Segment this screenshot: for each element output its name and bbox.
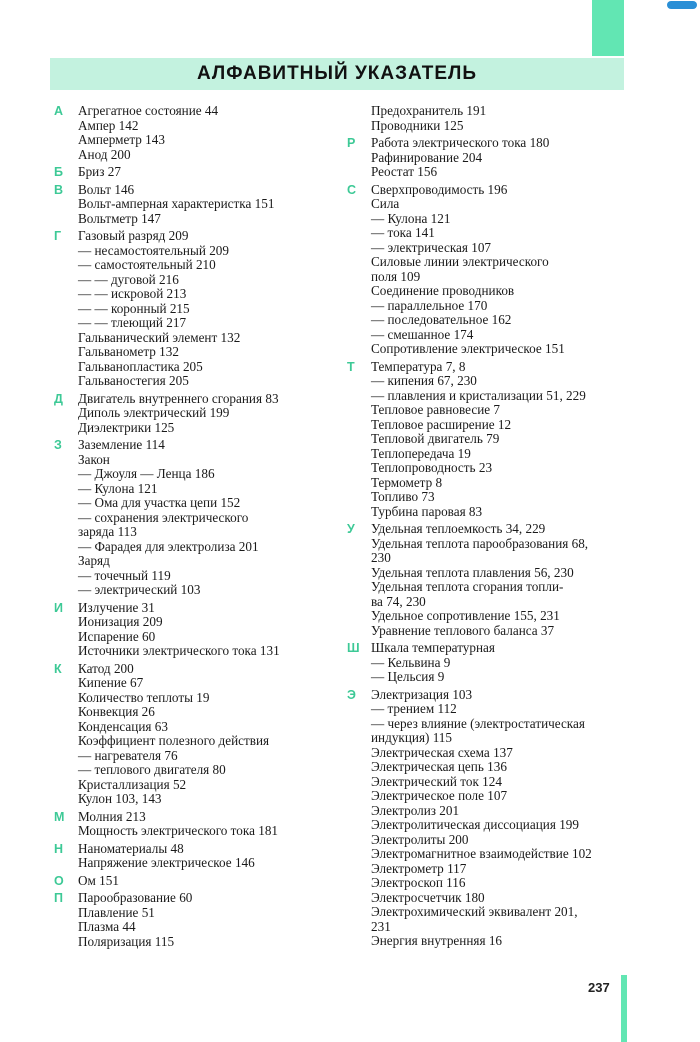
publisher-logo-icon bbox=[667, 1, 697, 9]
index-entry: Теплопередача 19 bbox=[371, 445, 471, 461]
index-entry: Электрический ток 124 bbox=[371, 773, 502, 789]
index-letter bbox=[347, 104, 371, 133]
index-entry: Наноматериалы 48 bbox=[78, 840, 184, 856]
index-entry: — нагревателя 76 bbox=[78, 747, 178, 763]
index-letter: М bbox=[54, 809, 65, 824]
index-entry: Электромагнитное взаимодействие 102 bbox=[371, 846, 592, 861]
index-entry: — теплового двигателя 80 bbox=[78, 762, 226, 777]
index-entry: Уравнение теплового баланса 37 bbox=[371, 622, 555, 638]
index-entry: Газовый разряд 209 bbox=[78, 228, 189, 243]
index-entry: Ионизация 209 bbox=[78, 614, 163, 629]
index-entry: Катод 200 bbox=[78, 660, 134, 676]
index-entry: Электрометр 117 bbox=[371, 860, 467, 876]
index-group bbox=[347, 522, 637, 638]
index-entry: Закон bbox=[78, 451, 110, 467]
index-entry: Вольтметр 147 bbox=[78, 210, 161, 226]
index-entry: — трением 112 bbox=[371, 701, 457, 716]
index-group bbox=[54, 438, 354, 598]
index-entry: Сила bbox=[371, 196, 400, 211]
index-letter: С bbox=[347, 182, 357, 197]
index-entries bbox=[78, 392, 354, 436]
index-entry: Тепловое равновесие 7 bbox=[371, 402, 500, 417]
index-entry: Проводники 125 bbox=[371, 117, 464, 133]
index-entry: Молния 213 bbox=[78, 808, 146, 824]
index-entry: Топливо 73 bbox=[371, 489, 435, 504]
index-entry: — несамостоятельный 209 bbox=[78, 242, 229, 258]
index-entry: Ом 151 bbox=[78, 872, 119, 888]
index-entries bbox=[78, 601, 354, 659]
index-letter: К bbox=[54, 661, 62, 676]
index-entry: Кристаллизация 52 bbox=[78, 776, 187, 792]
index-entry: — — дуговой 216 bbox=[78, 271, 179, 287]
index-entry: Удельная теплота парообразования 68, bbox=[371, 535, 589, 551]
index-group bbox=[347, 136, 637, 180]
index-entry: Сопротивление электрическое 151 bbox=[371, 341, 565, 356]
index-entry: Ампер 142 bbox=[78, 117, 139, 133]
index-entry: Источники электрического тока 131 bbox=[78, 643, 280, 658]
index-entry: Удельная теплота сгорания топли- bbox=[371, 579, 564, 594]
index-entry: Работа электрического тока 180 bbox=[371, 135, 550, 150]
index-entry: Испарение 60 bbox=[78, 628, 156, 644]
index-entry: Вольт-амперная характеристка 151 bbox=[78, 196, 275, 211]
index-entry: Гальваностегия 205 bbox=[78, 373, 189, 388]
index-entry: — смешанное 174 bbox=[371, 326, 474, 342]
index-entry: — Кулона 121 bbox=[371, 210, 451, 226]
index-entry: Энергия внутренняя 16 bbox=[371, 933, 503, 948]
index-entry: — параллельное 170 bbox=[371, 297, 488, 313]
index-entry: поля 109 bbox=[371, 268, 421, 284]
index-group bbox=[54, 165, 354, 180]
index-entries bbox=[371, 183, 637, 357]
index-entry: Удельная теплоемкость 34, 229 bbox=[371, 521, 546, 536]
index-group bbox=[347, 183, 637, 357]
index-entry: Сверхпроводимость 196 bbox=[371, 181, 508, 197]
index-letter: Г bbox=[54, 229, 62, 243]
index-entry: Мощность электрического тока 181 bbox=[78, 823, 279, 838]
index-entries bbox=[78, 183, 354, 227]
index-entry: Турбина паровая 83 bbox=[371, 503, 483, 519]
index-entry: — самостоятельный 210 bbox=[78, 257, 216, 272]
page-number: 237 bbox=[588, 980, 610, 995]
index-entry: Электрическое поле 107 bbox=[371, 788, 508, 803]
index-letter: И bbox=[54, 600, 63, 615]
index-group bbox=[54, 392, 354, 436]
index-entry: — — коронный 215 bbox=[78, 300, 190, 316]
index-entry: Тепловое расширение 12 bbox=[371, 416, 512, 432]
index-entry: — тока 141 bbox=[371, 225, 435, 240]
index-letter: Б bbox=[54, 165, 63, 179]
index-entry: Диэлектрики 125 bbox=[78, 419, 175, 435]
index-entry: — Кулона 121 bbox=[78, 480, 158, 496]
index-entry: — Джоуля — Ленца 186 bbox=[78, 466, 215, 481]
index-letter: Ш bbox=[347, 641, 360, 655]
index-entry: Гальванометр 132 bbox=[78, 344, 179, 359]
index-entry: 231 bbox=[371, 918, 391, 934]
index-entry: Электрическая цепь 136 bbox=[371, 759, 507, 774]
right-column bbox=[347, 104, 637, 952]
index-entry: Реостат 156 bbox=[371, 164, 438, 179]
index-entry: — плавления и кристализации 51, 229 bbox=[371, 387, 586, 403]
page-title: АЛФАВИТНЫЙ УКАЗАТЕЛЬ bbox=[196, 63, 478, 84]
index-entry: индукция) 115 bbox=[371, 730, 452, 745]
index-group bbox=[54, 104, 354, 162]
index-entry: Излучение 31 bbox=[78, 599, 155, 615]
index-entry: Удельная теплота плавления 56, 230 bbox=[371, 564, 574, 580]
index-entry: Термометр 8 bbox=[371, 474, 443, 490]
index-entry: — Кельвина 9 bbox=[371, 654, 451, 670]
index-group bbox=[54, 601, 354, 659]
index-group bbox=[54, 810, 354, 839]
index-entry: Амперметр 143 bbox=[78, 132, 165, 147]
index-group bbox=[347, 104, 637, 133]
index-entry: 230 bbox=[371, 550, 391, 565]
index-entry: Заряд bbox=[78, 553, 110, 568]
index-entry: Конденсация 63 bbox=[78, 718, 168, 734]
index-entries bbox=[371, 641, 637, 685]
index-entries bbox=[78, 104, 354, 162]
index-entry: Напряжение электрическое 146 bbox=[78, 855, 255, 870]
index-entries bbox=[78, 165, 354, 180]
index-group bbox=[54, 183, 354, 227]
index-entry: Бриз 27 bbox=[78, 164, 121, 179]
index-entry: Гальванический элемент 132 bbox=[78, 329, 241, 345]
index-entry: Температура 7, 8 bbox=[371, 358, 466, 374]
index-entry: Электролитическая диссоциация 199 bbox=[371, 817, 579, 832]
index-letter: Р bbox=[347, 136, 356, 150]
index-entries bbox=[371, 104, 637, 133]
index-entries bbox=[78, 662, 354, 807]
index-letter: Д bbox=[54, 391, 63, 406]
index-entry: Кулон 103, 143 bbox=[78, 791, 162, 806]
index-entry: Рафинирование 204 bbox=[371, 149, 483, 165]
index-entry: Удельное сопротивление 155, 231 bbox=[371, 608, 560, 623]
index-entry: — — тлеющий 217 bbox=[78, 315, 187, 330]
index-group bbox=[347, 688, 637, 949]
index-entry: Предохранитель 191 bbox=[371, 103, 487, 118]
index-entries bbox=[78, 891, 354, 949]
index-entry: Тепловой двигатель 79 bbox=[371, 431, 500, 446]
index-entry: Электрохимический эквивалент 201, bbox=[371, 904, 578, 919]
index-entry: Конвекция 26 bbox=[78, 704, 155, 719]
index-entry: Электризация 103 bbox=[371, 686, 473, 702]
index-entries bbox=[371, 136, 637, 180]
index-entry: Диполь электрический 199 bbox=[78, 405, 230, 420]
index-group bbox=[347, 360, 637, 520]
index-entry: Электроскоп 116 bbox=[371, 875, 466, 890]
index-entries bbox=[78, 229, 354, 389]
index-group bbox=[347, 641, 637, 685]
index-entries bbox=[371, 688, 637, 949]
index-entry: Электросчетчик 180 bbox=[371, 889, 485, 905]
index-entry: заряда 113 bbox=[78, 524, 137, 539]
index-entry: ва 74, 230 bbox=[371, 593, 426, 609]
index-entries bbox=[78, 842, 354, 871]
left-column bbox=[54, 104, 354, 952]
index-entry: — электрический 103 bbox=[78, 582, 201, 597]
index-entry: Коэффициент полезного действия bbox=[78, 733, 270, 748]
title-bar bbox=[50, 58, 624, 90]
index-entry: — через влияние (электростатическая bbox=[371, 715, 585, 731]
top-accent-tab bbox=[592, 0, 624, 56]
index-letter: Э bbox=[347, 687, 356, 702]
index-entry: Двигатель внутреннего сгорания 83 bbox=[78, 390, 279, 406]
index-group bbox=[54, 229, 354, 389]
index-entries bbox=[371, 522, 637, 638]
index-letter: Н bbox=[54, 841, 64, 856]
bottom-accent-strip bbox=[621, 975, 627, 1042]
index-entry: — точечный 119 bbox=[78, 567, 171, 583]
index-letter: В bbox=[54, 182, 64, 197]
index-entry: Заземление 114 bbox=[78, 437, 165, 452]
index-entry: — кипения 67, 230 bbox=[371, 373, 477, 388]
index-group bbox=[54, 842, 354, 871]
index-entries bbox=[78, 810, 354, 839]
index-letter: Т bbox=[347, 359, 355, 374]
index-entry: — — искровой 213 bbox=[78, 286, 187, 301]
index-entry: — последовательное 162 bbox=[371, 312, 512, 327]
index-entry: — Цельсия 9 bbox=[371, 669, 445, 684]
index-letter: У bbox=[347, 522, 355, 536]
index-entry: — Фарадея для электролиза 201 bbox=[78, 538, 259, 554]
index-group bbox=[54, 874, 354, 889]
index-entry: Силовые линии электрического bbox=[371, 254, 549, 269]
index-entry: Плазма 44 bbox=[78, 919, 136, 934]
index-entry: Вольт 146 bbox=[78, 181, 135, 197]
index-entry: Шкала температурная bbox=[371, 640, 495, 655]
index-letter: П bbox=[54, 891, 63, 905]
index-entry: — Ома для участка цепи 152 bbox=[78, 495, 241, 510]
index-entry: Электрическая схема 137 bbox=[371, 744, 513, 760]
index-entry: Поляризация 115 bbox=[78, 933, 175, 949]
index-letter: А bbox=[54, 104, 64, 118]
index-entries bbox=[78, 438, 354, 598]
index-entry: Теплопроводность 23 bbox=[371, 460, 493, 475]
index-entries bbox=[78, 874, 354, 889]
index-entry: Плавление 51 bbox=[78, 904, 155, 920]
index-letter: З bbox=[54, 438, 62, 452]
index-letter: О bbox=[54, 873, 64, 888]
index-entry: Кипение 67 bbox=[78, 675, 144, 690]
index-entry: Электролиз 201 bbox=[371, 802, 460, 818]
index-entry: Парообразование 60 bbox=[78, 890, 193, 905]
index-entry: Анод 200 bbox=[78, 146, 131, 162]
index-entry: Количество теплоты 19 bbox=[78, 689, 210, 705]
index-group bbox=[54, 662, 354, 807]
index-entry: Электролиты 200 bbox=[371, 831, 469, 847]
index-group bbox=[54, 891, 354, 949]
index-entry: — электрическая 107 bbox=[371, 239, 492, 255]
index-entry: Соединение проводников bbox=[371, 283, 515, 298]
index-entries bbox=[371, 360, 637, 520]
index-entry: Агрегатное состояние 44 bbox=[78, 103, 219, 118]
index-entry: Гальванопластика 205 bbox=[78, 358, 203, 374]
index-entry: — сохранения электрического bbox=[78, 509, 249, 525]
